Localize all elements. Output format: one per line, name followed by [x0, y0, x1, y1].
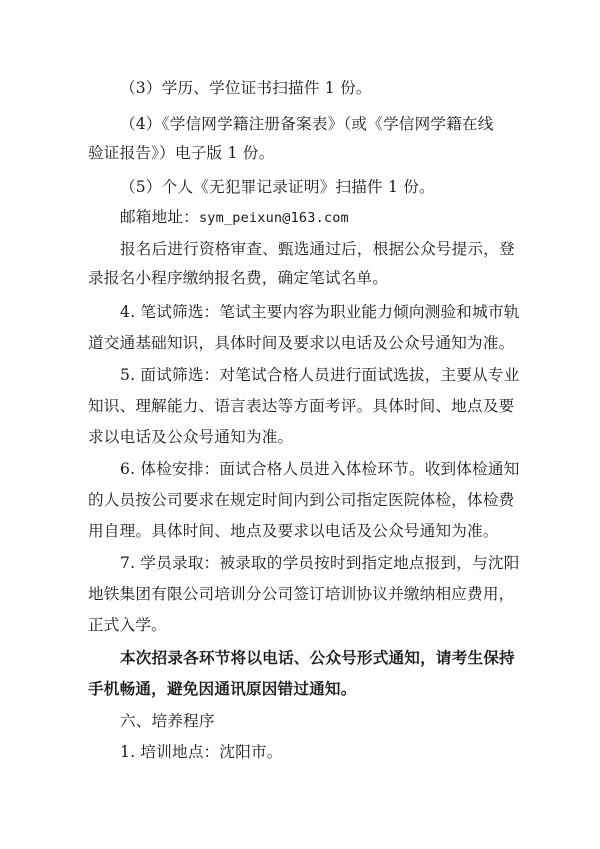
- item-5: （5）个人《无犯罪记录证明》扫描件 1 份。: [120, 178, 435, 196]
- review-line-2: 录报名小程序缴纳报名费，确定笔试名单。: [88, 269, 389, 287]
- email-address: sym_peixun@163.com: [198, 210, 349, 226]
- interview-line-3: 求以电话及公众号通知为准。: [88, 428, 294, 446]
- section-6-item-1: 1. 培训地点：沈阳市。: [120, 743, 283, 761]
- notice-line-2: 手机畅通，避免因通讯原因错过通知。: [88, 680, 357, 698]
- email-line: [120, 207, 528, 228]
- item-4-line-2: 验证报告》）电子版 1 份。: [88, 144, 275, 162]
- written-exam-line-2: 道交通基础知识，具体时间及要求以电话及公众号通知为准。: [88, 334, 515, 352]
- physical-line-1: 6. 体检安排：面试合格人员进入体检环节。收到体检通知: [120, 460, 520, 478]
- notice-line-1: 本次招录各环节将以电话、公众号形式通知，请考生保持: [120, 649, 515, 667]
- interview-line-2: 知识、理解能力、语言表达等方面考评。具体时间、地点及要: [88, 397, 515, 415]
- review-line-1: 报名后进行资格审查、甄选通过后，根据公众号提示，登: [120, 240, 515, 258]
- interview-line-1: 5. 面试筛选：对笔试合格人员进行面试选拔，主要从专业: [120, 366, 520, 384]
- physical-line-2: 的人员按公司要求在规定时间内到公司指定医院体检，体检费: [88, 491, 515, 509]
- admission-line-3: 正式入学。: [88, 616, 167, 634]
- email-label: 邮箱地址：: [120, 208, 199, 226]
- item-4-line-1: （4）《学信网学籍注册备案表》（或《学信网学籍在线: [120, 115, 494, 133]
- section-6-heading: 六、培养程序: [120, 712, 215, 730]
- written-exam-line-1: 4. 笔试筛选：笔试主要内容为职业能力倾向测验和城市轨: [120, 303, 520, 321]
- admission-line-2: 地铁集团有限公司培训分公司签订培训协议并缴纳相应费用，: [88, 585, 515, 603]
- admission-line-1: 7. 学员录取：被录取的学员按时到指定地点报到，与沈阳: [120, 554, 520, 572]
- item-3: （3）学历、学位证书扫描件 1 份。: [120, 79, 372, 97]
- physical-line-3: 用自理。具体时间、地点及要求以电话及公众号通知为准。: [88, 522, 499, 540]
